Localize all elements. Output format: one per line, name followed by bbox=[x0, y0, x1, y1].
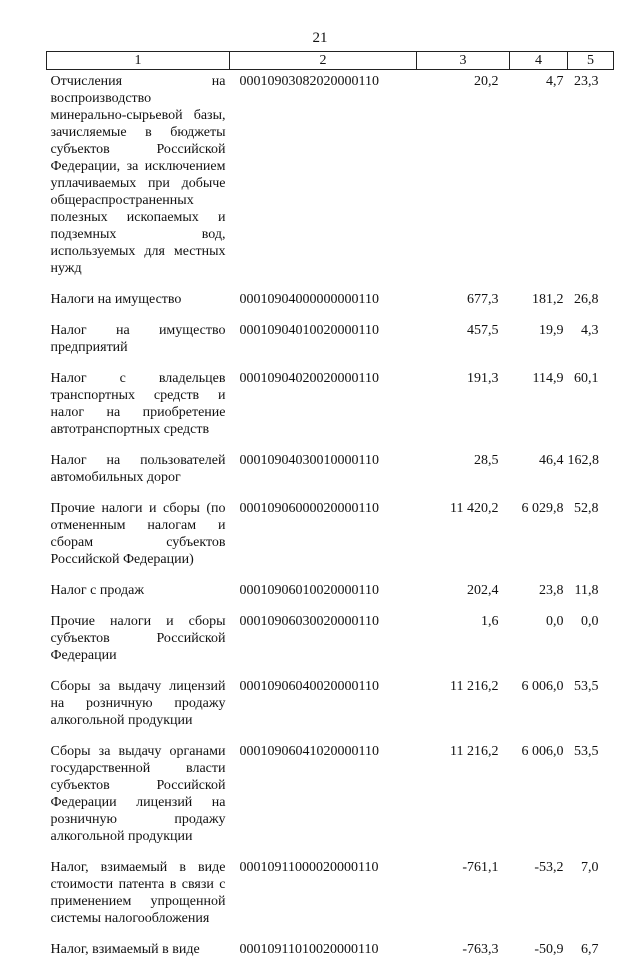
row-name: Прочие налоги и сборы субъектов Российской Федерации bbox=[47, 610, 230, 675]
row-value-4: 181,2 bbox=[510, 288, 568, 319]
row-value-4: 0,0 bbox=[510, 610, 568, 675]
row-value-3: 677,3 bbox=[417, 288, 510, 319]
table-row bbox=[47, 579, 614, 610]
row-value-3: 457,5 bbox=[417, 319, 510, 367]
table-row bbox=[47, 319, 614, 367]
row-value-5: 162,8 bbox=[568, 449, 614, 497]
row-value-3: -761,1 bbox=[417, 856, 510, 938]
table-row bbox=[47, 610, 614, 675]
row-value-5: 7,0 bbox=[568, 856, 614, 938]
row-value-5: 4,3 bbox=[568, 319, 614, 367]
column-header-5: 5 bbox=[568, 52, 614, 70]
row-value-3: 191,3 bbox=[417, 367, 510, 449]
column-header-1: 1 bbox=[47, 52, 230, 70]
row-value-5: 0,0 bbox=[568, 610, 614, 675]
column-header-3: 3 bbox=[417, 52, 510, 70]
row-name: Прочие налоги и сборы (по отмененным налогам и сборам субъектов Российской Федерации) bbox=[47, 497, 230, 579]
table-row bbox=[47, 288, 614, 319]
table-body bbox=[47, 70, 614, 969]
row-value-4: 6 006,0 bbox=[510, 675, 568, 740]
row-value-5: 6,7 bbox=[568, 938, 614, 969]
row-code: 00010906030020000110 bbox=[230, 610, 417, 675]
column-header-4: 4 bbox=[510, 52, 568, 70]
row-name: Налог с владельцев транспортных средств и налог на приобретение автотранспортных средств bbox=[47, 367, 230, 449]
row-name: Сборы за выдачу органами государственной власти субъектов Российской Федерации лицензий на розничную продажу алкогольной продукции bbox=[47, 740, 230, 856]
row-name: Налог, взимаемый в виде стоимости патента в связи с применением упрощенной системы налогообложения bbox=[47, 856, 230, 938]
row-value-5: 23,3 bbox=[568, 70, 614, 289]
row-value-4: 114,9 bbox=[510, 367, 568, 449]
row-name: Налог на имущество предприятий bbox=[47, 319, 230, 367]
row-code: 00010904010020000110 bbox=[230, 319, 417, 367]
table-row bbox=[47, 856, 614, 938]
row-name: Налог с продаж bbox=[47, 579, 230, 610]
row-code: 00010906010020000110 bbox=[230, 579, 417, 610]
row-code: 00010904020020000110 bbox=[230, 367, 417, 449]
row-value-3: 28,5 bbox=[417, 449, 510, 497]
row-value-3: 20,2 bbox=[417, 70, 510, 289]
table-row bbox=[47, 675, 614, 740]
table-row bbox=[47, 70, 614, 289]
row-value-5: 60,1 bbox=[568, 367, 614, 449]
table-row bbox=[47, 497, 614, 579]
table-row bbox=[47, 938, 614, 969]
row-value-4: 23,8 bbox=[510, 579, 568, 610]
row-name: Отчисления на воспроизводство минерально-сырьевой базы, зачисляемые в бюджеты субъектов Российской Федерации, за исключением уплачиваемых при добыче общераспространенных полезных ископаемых и подземных вод, используемых для местных нужд bbox=[47, 70, 230, 289]
row-code: 00010904030010000110 bbox=[230, 449, 417, 497]
row-value-4: 6 006,0 bbox=[510, 740, 568, 856]
row-code: 00010904000000000110 bbox=[230, 288, 417, 319]
row-code: 00010906000020000110 bbox=[230, 497, 417, 579]
row-value-3: 11 216,2 bbox=[417, 675, 510, 740]
row-value-3: -763,3 bbox=[417, 938, 510, 969]
row-value-5: 53,5 bbox=[568, 740, 614, 856]
table-row bbox=[47, 740, 614, 856]
row-code: 00010911000020000110 bbox=[230, 856, 417, 938]
row-value-5: 11,8 bbox=[568, 579, 614, 610]
table-row bbox=[47, 367, 614, 449]
row-value-4: 6 029,8 bbox=[510, 497, 568, 579]
row-value-4: -50,9 bbox=[510, 938, 568, 969]
row-code: 00010911010020000110 bbox=[230, 938, 417, 969]
table-row bbox=[47, 449, 614, 497]
row-code: 00010906041020000110 bbox=[230, 740, 417, 856]
row-value-5: 53,5 bbox=[568, 675, 614, 740]
row-value-4: -53,2 bbox=[510, 856, 568, 938]
row-name: Сборы за выдачу лицензий на розничную продажу алкогольной продукции bbox=[47, 675, 230, 740]
column-header-2: 2 bbox=[230, 52, 417, 70]
header-row bbox=[47, 52, 614, 70]
row-value-3: 202,4 bbox=[417, 579, 510, 610]
row-value-3: 1,6 bbox=[417, 610, 510, 675]
row-value-3: 11 420,2 bbox=[417, 497, 510, 579]
row-value-5: 52,8 bbox=[568, 497, 614, 579]
row-name: Налог, взимаемый в виде bbox=[47, 938, 230, 969]
row-value-3: 11 216,2 bbox=[417, 740, 510, 856]
page-number: 21 bbox=[0, 30, 640, 47]
budget-table bbox=[46, 51, 614, 969]
row-code: 00010906040020000110 bbox=[230, 675, 417, 740]
row-name: Налоги на имущество bbox=[47, 288, 230, 319]
row-value-4: 19,9 bbox=[510, 319, 568, 367]
row-value-5: 26,8 bbox=[568, 288, 614, 319]
row-code: 00010903082020000110 bbox=[230, 70, 417, 289]
row-value-4: 4,7 bbox=[510, 70, 568, 289]
row-name: Налог на пользователей автомобильных дорог bbox=[47, 449, 230, 497]
row-value-4: 46,4 bbox=[510, 449, 568, 497]
